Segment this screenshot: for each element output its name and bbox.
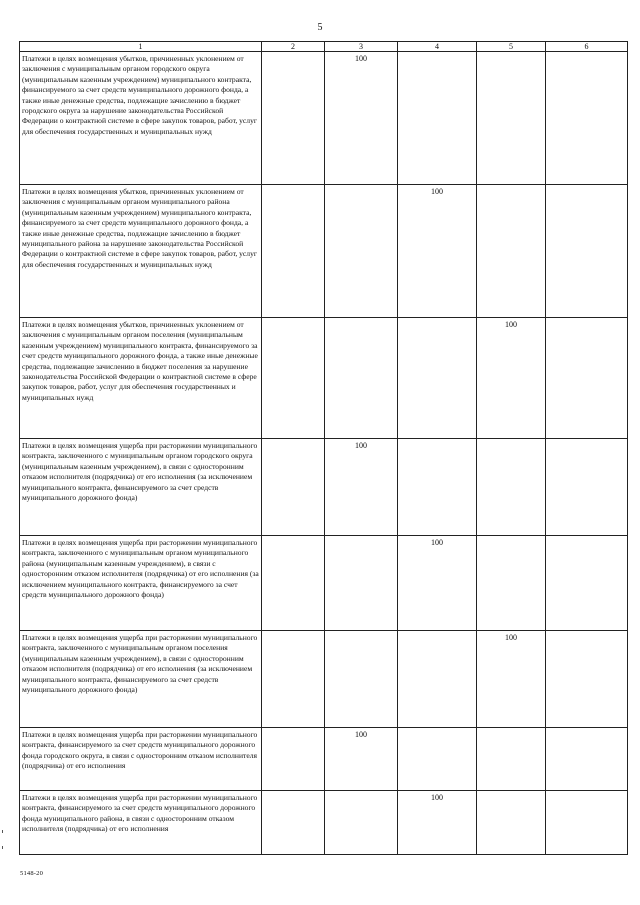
cell-col4 xyxy=(398,52,477,185)
cell-col3: 100 xyxy=(325,439,398,536)
row-description: Платежи в целях возмещения убытков, причиненных уклонением от заключения с муниципальным органом муниципального района (муниципальным казенным учреждением) муниципального контракта, финансируемого за счет средств муниципального дорожного фонда, а также иные денежные средства, подлежащие зачислению в бюджет муниципального района за нарушение законодательства Российской Федерации о контрактной системе в сфере закупок товаров, работ, услуг для обеспечения государственных и муниципальных нужд xyxy=(20,185,262,318)
document-footer-code: 5148-20 xyxy=(20,870,44,877)
column-header: 3 xyxy=(325,42,398,52)
table-row xyxy=(20,631,628,728)
cell-col5 xyxy=(477,536,546,631)
row-description: Платежи в целях возмещения ущерба при расторжении муниципального контракта, заключенного с муниципальным органом городского округа (муниципальным казенным учреждением), в связи с односторонним отказом исполнителя (подрядчика) от его исполнения (за исключением муниципального контракта, финансируемого за счет средств муниципального дорожного фонда) xyxy=(20,439,262,536)
cell-col2 xyxy=(262,439,325,536)
table-row xyxy=(20,728,628,791)
cell-col5 xyxy=(477,439,546,536)
cell-col3 xyxy=(325,185,398,318)
cell-col2 xyxy=(262,631,325,728)
cell-col4 xyxy=(398,631,477,728)
cell-col5 xyxy=(477,185,546,318)
cell-col4: 100 xyxy=(398,536,477,631)
column-header: 2 xyxy=(262,42,325,52)
cell-col2 xyxy=(262,728,325,791)
column-header: 1 xyxy=(20,42,262,52)
cell-col4: 100 xyxy=(398,185,477,318)
scan-edge-mark xyxy=(2,830,3,833)
cell-col3 xyxy=(325,536,398,631)
table-row xyxy=(20,439,628,536)
cell-col2 xyxy=(262,185,325,318)
table-row xyxy=(20,536,628,631)
table-row xyxy=(20,318,628,439)
cell-col4: 100 xyxy=(398,791,477,855)
table-header-row xyxy=(20,42,628,52)
cell-col2 xyxy=(262,536,325,631)
cell-col4 xyxy=(398,439,477,536)
cell-col6 xyxy=(546,536,628,631)
row-description: Платежи в целях возмещения ущерба при расторжении муниципального контракта, заключенного с муниципальным органом поселения (муниципальным казенным учреждением), в связи с односторонним отказом исполнителя (подрядчика) от его исполнения (за исключением муниципального контракта, финансируемого за счет средств муниципального дорожного фонда) xyxy=(20,631,262,728)
cell-col6 xyxy=(546,791,628,855)
page-number: 5 xyxy=(317,22,323,33)
table-row xyxy=(20,791,628,855)
cell-col6 xyxy=(546,631,628,728)
table-row xyxy=(20,185,628,318)
cell-col3 xyxy=(325,318,398,439)
cell-col3: 100 xyxy=(325,728,398,791)
column-header: 6 xyxy=(546,42,628,52)
cell-col4 xyxy=(398,318,477,439)
cell-col2 xyxy=(262,318,325,439)
cell-col6 xyxy=(546,52,628,185)
row-description: Платежи в целях возмещения убытков, причиненных уклонением от заключения с муниципальным органом поселения (муниципальным казенным учреждением) муниципального контракта, финансируемого за счет средств муниципального дорожного фонда, а также иные денежные средства, подлежащие зачислению в бюджет поселения за нарушение законодательства Российской Федерации о контрактной системе в сфере закупок товаров, работ, услуг для обеспечения государственных и муниципальных нужд xyxy=(20,318,262,439)
row-description: Платежи в целях возмещения ущерба при расторжении муниципального контракта, финансируемого за счет средств муниципального дорожного фонда городского округа, в связи с односторонним отказом исполнителя (подрядчика) от его исполнения xyxy=(20,728,262,791)
column-header: 4 xyxy=(398,42,477,52)
row-description: Платежи в целях возмещения ущерба при расторжении муниципального контракта, заключенного с муниципальным органом муниципального района (муниципальным казенным учреждением), в связи с односторонним отказом исполнителя (подрядчика) от его исполнения (за исключением муниципального контракта, финансируемого за счет средств муниципального дорожного фонда) xyxy=(20,536,262,631)
cell-col5: 100 xyxy=(477,318,546,439)
table-row xyxy=(20,52,628,185)
cell-col2 xyxy=(262,52,325,185)
scan-edge-mark xyxy=(2,846,3,849)
column-header: 5 xyxy=(477,42,546,52)
cell-col3 xyxy=(325,631,398,728)
cell-col3 xyxy=(325,791,398,855)
cell-col5 xyxy=(477,52,546,185)
cell-col5 xyxy=(477,728,546,791)
budget-revenue-table xyxy=(19,41,628,855)
cell-col6 xyxy=(546,185,628,318)
cell-col6 xyxy=(546,439,628,536)
cell-col5: 100 xyxy=(477,631,546,728)
cell-col2 xyxy=(262,791,325,855)
row-description: Платежи в целях возмещения ущерба при расторжении муниципального контракта, финансируемого за счет средств муниципального дорожного фонда муниципального района, в связи с односторонним отказом исполнителя (подрядчика) от его исполнения xyxy=(20,791,262,855)
cell-col5 xyxy=(477,791,546,855)
cell-col4 xyxy=(398,728,477,791)
cell-col6 xyxy=(546,728,628,791)
row-description: Платежи в целях возмещения убытков, причиненных уклонением от заключения с муниципальным органом городского округа (муниципальным казенным учреждением) муниципального контракта, финансируемого за счет средств муниципального дорожного фонда, а также иные денежные средства, подлежащие зачислению в бюджет городского округа за нарушение законодательства Российской Федерации о контрактной системе в сфере закупок товаров, работ, услуг для обеспечения государственных и муниципальных нужд xyxy=(20,52,262,185)
cell-col6 xyxy=(546,318,628,439)
cell-col3: 100 xyxy=(325,52,398,185)
